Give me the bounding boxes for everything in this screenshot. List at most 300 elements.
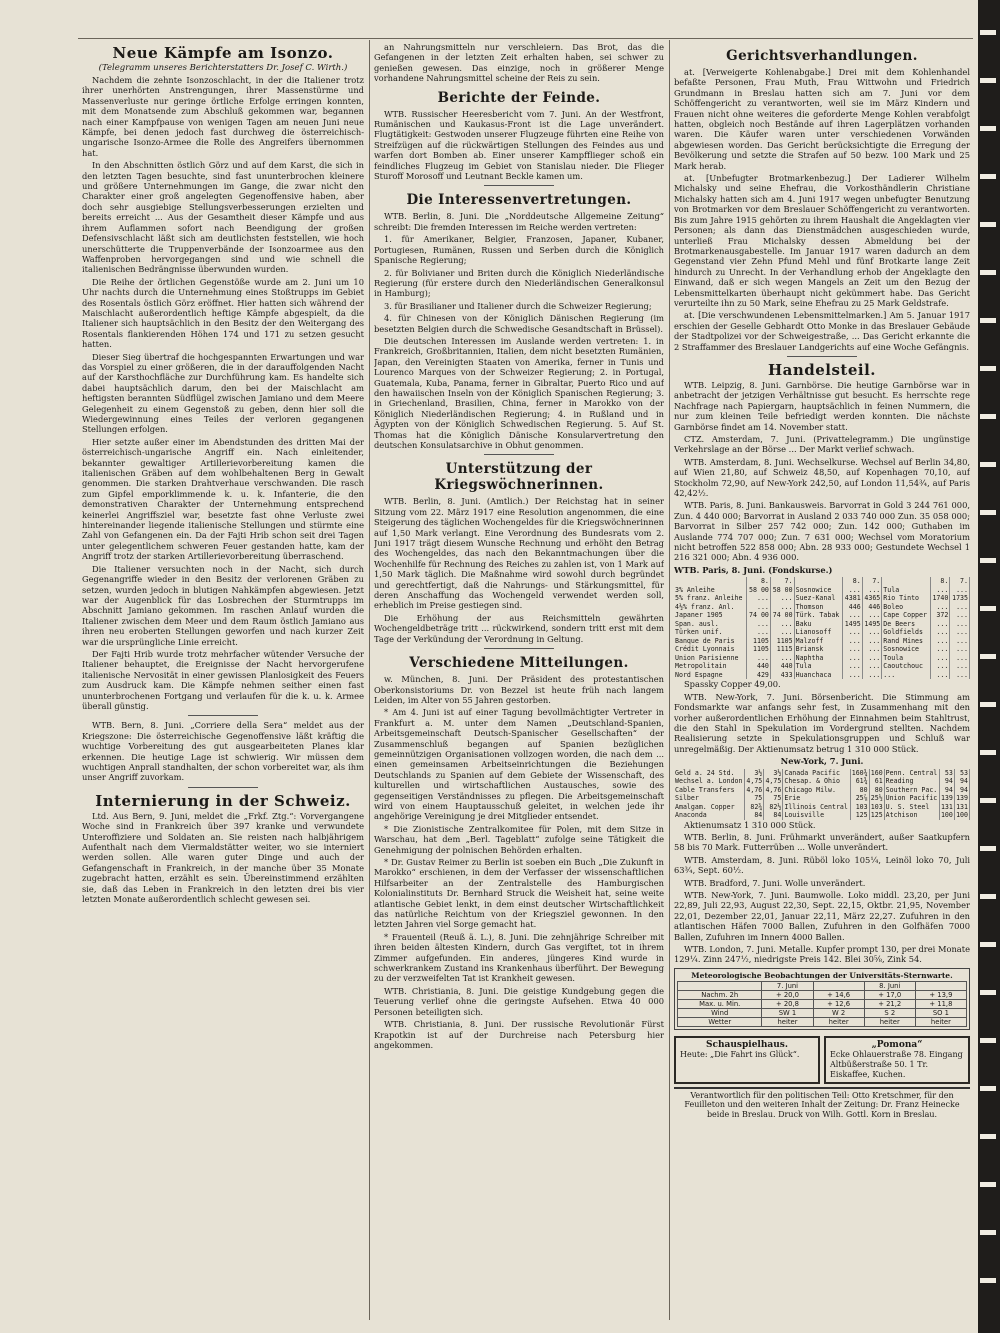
article-paragraph: * Dr. Gustav Reimer zu Berlin ist soeben ein Buch „Die Zukunft in Marokko“ erschienen, in dem der Verfasser der wissenschaftlichen Hilfsarbeiter an der Zentralstelle des Hamburgischen Kolonialinstituts Dr. Bernhard Struck die Weisheit hat, seine weite atlantische Gebiet lenkt, in dem einst deutscher Wirtschaftlichkeit das natürliche Reichtum von der Kriegsziel gewonnen. In den letzten Jahren viel Sorge gemacht hat. [374,857,664,930]
edge-mark [980,510,996,515]
table-cell: Penn. Central [884,769,939,778]
table-cell: + 21,2 [864,999,915,1008]
table-row [674,594,970,603]
table-cell: 100 [940,811,953,820]
article-paragraph: Spassky Copper 49,00. [684,679,781,690]
table-cell: 53 [939,769,954,778]
article-paragraph: CTZ. Amsterdam, 7. Juni. (Privattelegramm.) Die ungünstige Verkehrslage an der Börse ... Der Markt verlief schwach. [674,434,970,455]
fonds-table [674,577,970,679]
table-cell: ... [950,620,970,629]
table-cell: Union Parisienne [674,654,747,663]
article-paragraph: Die Italiener versuchten noch in der Nacht, sich durch Gegenangriffe wieder in den Besitz der verlorenen Gräben zu setzen, wurden jedoch in blutigen Nahkämpfen abgewiesen. Jetzt war der Augenblick für das Losbrechen der Sturmtrupps im Abschnitt Jamiano gekommen. Im raschen Anlauf wurden die Italiener zwischen dem Meer und dem Raum östlich Jamiano aus ihren neu eroberten Stellungen geworfen und nach kurzer Zeit war die ursprüngliche Linie erreicht. [82,563,364,647]
article-paragraph: WTB. Christiania, 8. Juni. Der russische Revolutionär Fürst Krapotkin ist auf der Durchreise nach Petersburg hier angekommen. [374,1019,664,1050]
table-cell: Metropolitain [674,662,747,671]
table-row [674,662,970,671]
table-cell: Span. ausl. [674,620,747,629]
table-cell: 75 [764,794,783,803]
edge-mark [980,1038,996,1043]
table-cell: 433 [770,671,794,680]
table-cell: 4,76 [746,785,763,794]
edge-mark [980,846,996,851]
table-cell: Suez-Kanal [794,594,842,603]
table-cell: Anaconda [674,811,745,820]
table-cell: 125 [850,811,869,820]
table-cell: Türk. Tabak [794,611,842,620]
table-cell: ... [950,611,970,620]
table-cell: SO 1 [915,1008,966,1017]
table-cell: S 2 [864,1008,915,1017]
article-paragraph: 2. für Bolivianer und Briten durch die Königlich Niederländische Regierung (für erstere durch den Niederländischen Generalkonsul in Hamburg); [374,267,664,299]
table-cell: Geld a. 24 Std. [674,769,745,778]
edge-mark [980,414,996,419]
table-row [674,803,970,812]
table-cell: Reading [884,777,939,786]
article-paragraph: * Frauenteil (Reuß ä. L.), 8. Juni. Die zehnjährige Schreiber mit ihren beiden ältesten Kindern, durch Gas vergiftet, tot in ihrem Zimmer aufgefunden. Ein anderes, jüngeres Kind wurde in schwerkrankem Zustand ins Krankenhaus überführt. Der Bewegung zu der verzweifelten Tat ist Krankheit gewesen. [374,931,664,984]
table-row [674,611,970,620]
table-cell: 446 [843,603,863,612]
table-row [674,654,970,663]
headline-mitteilungen: Verschiedene Mitteilungen. [409,655,629,672]
table-cell: ... [930,637,950,646]
table-cell: Chesap. & Ohio [783,777,850,786]
column-1 [82,42,364,1317]
article-paragraph: WTB. Christiania, 8. Juni. Die geistige Kundgebung gegen die Teuerung verlief ohne die geringste Aufsehen. Etwa 40 000 Personen beteiligten sich. [374,985,664,1017]
table-cell: ... [770,654,794,663]
binding-edge [978,0,1000,1333]
table-cell: 25⅞ [850,794,869,803]
table-cell: 7. Juni [762,981,813,990]
table-row [674,637,970,646]
table-cell: 84 [745,811,764,820]
headline-isonzo: Neue Kämpfe am Isonzo. [112,44,334,62]
table-cell: ... [930,628,950,637]
table-cell: ... [930,662,950,671]
article-paragraph: at. [Die verschwundenen Lebensmittelmarken.] Am 5. Januar 1917 erschien der Geselle Gebhardt Otto Monke in das Breslauer Gebäude der Stadtpolizei vor der Schweigestraße, ... Das Gericht erkannte die 2 Straffammer des Breslauer Landgerichts auf eine Woche Gefängnis. [674,310,970,352]
separator [484,454,554,455]
table-cell: Boleo [882,603,930,612]
edge-mark [980,750,996,755]
table-row [674,577,970,586]
article-paragraph: Aktienumsatz 1 310 000 Stück. [684,819,816,830]
top-rule [78,38,973,39]
table-cell [674,577,747,586]
table-cell: ... [862,654,882,663]
table-cell: + 13,9 [915,990,966,999]
article-paragraph: at. [Unbefugter Brotmarkenbezug.] Der Ladierer Wilhelm Michalsky und seine Ehefrau, die Vorkosthändlerin Christiane Michalsky hatten sich am 4. Juni 1917 wegen unbefugter Benutzung von Brotmarken vor dem Breslauer Schöffengericht zu verantworten. Bis zum Jahre 1915 gehörten zu ihrem Haushalt die Angeklagten vier Personen; als dann das Dienstmädchen ausgeschieden wurde, unterließ Frau Michalsky dessen Abmeldung bei der Brotmarkenausgabestelle. Im Januar 1917 waren dadurch an dem Gegenstand vier Zehn Pfund Mehl und fünf Brotkarte lange Zeit hindurch zu Unrecht. In der Verhandlung erhob der Angeklagte den Einwand, daß er sich wegen Mangels an Zeit um den Bezug der Lebensmittelkarten überhaupt nicht gekümmert habe. Das Gericht verurteilte ihn zu 50 Mark, seine Ehefrau zu 25 Mark Geldstrafe. [674,173,970,308]
table-row [678,1008,967,1017]
table-cell: 4½% franz. Anl. [674,603,747,612]
edge-mark [980,558,996,563]
table-cell: Goldfields [882,628,930,637]
imprint: Verantwortlich für den politischen Teil: Otto Kretschmer, für den Feuilleton und den weiteren Inhalt der Zeitung: Dr. Franz Heinecke beide in Breslau. Druck von Wilh. Gottl. Korn in Breslau. [674,1087,970,1120]
weather-table [677,981,967,1027]
table-cell: 131 [956,802,968,811]
table-cell: 429 [747,671,771,680]
table-cell: 1495 [862,620,882,629]
table-cell: Caoutchouc [882,662,930,671]
column-divider [369,40,370,1320]
table-cell: ... [950,654,970,663]
table-cell: ... [843,586,863,595]
table-cell: ... [930,603,950,612]
table-cell: 7. [770,577,794,586]
table-cell: 1105 [747,645,771,654]
table-cell: Illinois Central [783,803,850,812]
table-cell: ... [862,671,882,680]
table-cell: Huanchaca [794,671,842,680]
table-cell: 7. [950,577,970,586]
table-cell: 53 [954,769,969,778]
edge-mark [980,606,996,611]
table-cell: 4,75 [746,777,763,786]
table-cell: 440 [770,662,794,671]
table-cell: Tula [794,662,842,671]
separator [188,715,258,716]
table-cell: ... [930,645,950,654]
table-cell: ... [862,611,882,620]
article-paragraph: an Nahrungsmitteln nur verschleiern. Das Brot, das die Gefangenen in der letzten Zeit erhalten haben, sei schwer zu genießen gewesen. Das einzige, noch in größerer Menge vorhandene Nahrungsmittel scheine der Reis zu sein. [374,42,664,84]
table-cell: ... [950,603,970,612]
article-paragraph: Der Fajti Hrib wurde trotz mehrfacher wütender Versuche der Italiener behauptet, die Ereignisse der Nacht hervorgerufene italienische Nervosität in einer gewissen Planlosigkeit des Feuers zum Ausdruck kam. Die Kämpfe nehmen seither einen fast ununterbrochenen Fortgang und verlaufen für die k. u. k. Armee überall günstig. [82,648,364,711]
table-cell: 125 [870,811,883,820]
table-cell: Crédit Lyonnais [674,645,747,654]
table-cell: ... [843,611,863,620]
table-cell: heiter [762,1017,813,1026]
edge-mark [980,174,996,179]
article-paragraph: 1. für Amerikaner, Belgier, Franzosen, Japaner, Kubaner, Portugiesen, Rumänen, Russen und Serben durch die Königlich Spanische Regierung; [374,234,664,266]
separator [484,648,554,649]
table-cell: Baku [794,620,842,629]
edge-mark [980,366,996,371]
table-cell: Rand Mines [882,637,930,646]
table-row [674,620,970,629]
table-cell: ... [950,645,970,654]
table-cell: ... [930,586,950,595]
table-cell: ... [747,620,771,629]
article-paragraph: WTB. Berlin, 8. Juni. (Amtlich.) Der Reichstag hat in seiner Sitzung vom 22. März 1917 eine Resolution angenommen, die eine Steigerung des täglichen Wochengeldes für die Kriegswöchnerinnen auf 1,50 Mark verlangt. Eine Verordnung des Bundesrats vom 2. Juni 1917 trägt diesem Wunsche Rechnung und erhöht den Betrag des Wochengeldes, das nach den Bekanntmachungen über die Wochenhilfe für Rechnung des Reiches zu zahlen ist, von 1 Mark auf 1,50 Mark täglich. Die Maßnahme wird sowohl durch begründet und gerechtfertigt, daß die Nahrungs- und Stärkungsmittel, für deren Anschaffung das Wochengeld verwendet werden soll, erheblich im Preise gestiegen sind. [374,496,664,611]
headline-kriegswoechnerinnen: Unterstützung der Kriegswöchnerinnen. [434,461,604,494]
headline-berichte: Berichte der Feinde. [437,89,601,106]
table-cell: Nord Espagne [674,671,747,680]
separator [787,356,857,357]
table-cell: ... [950,637,970,646]
table-cell: Max. u. Min. [678,999,762,1008]
separator [188,787,258,788]
table-cell: ... [950,586,970,595]
table-cell: 3½ [764,769,783,778]
table-cell: ... [862,645,882,654]
table-cell: ... [843,671,863,680]
table-cell: 100 [956,811,968,820]
article-paragraph: at. [Verweigerte Kohlenabgabe.] Drei mit dem Kohlenhandel befaßte Personen, Frau Muth, Frau Wittwohn und Friedrich Grundmann in Breslau hatten sich am 7. Juni vor dem Schöffengericht zu verantworten, weil sie im März Kindern und Frauen nicht ohne weiteres die geforderte Menge Kohlen verabfolgt hatten, obgleich noch Bestände auf ihren Lagerplätzen vorhanden waren. Die Käufer waren unter verschiedenen Vorwänden abgewiesen worden. Das Gericht berücksichtigte die Erregung der Bevölkerung und setzte die Strafen auf 50 bezw. 100 Mark und 25 Mark herab. [674,67,970,171]
table-cell: ... [770,628,794,637]
ad-text: Ecke Ohlauerstraße 78. Eingang Altbüßerstraße 50. 1 Tr. Eiskaffee, Kuchen. [830,1049,963,1079]
article-paragraph: w. München, 8. Juni. Der Präsident des protestantischen Oberkonsistoriums Dr. von Bezzel ist heute früh nach langem Leiden, im Alter von 55 Jahren gestorben. [374,674,664,705]
ad-schauspielhaus [674,1036,820,1084]
ad-title: „Pomona“ [871,1039,923,1050]
table-cell: Lianosoff [794,628,842,637]
article-paragraph: WTB. Amsterdam, 8. Juni. Rüböl loko 105¼, Leinöl loko 70, Juli 63¾, Sept. 60½. [674,854,970,876]
table-cell: 94 [954,777,969,786]
table-row [674,671,970,680]
table-cell: 74 00 [770,611,794,620]
table-cell: Cape Copper [882,611,930,620]
table-cell: ... [930,654,950,663]
table-cell: ... [862,637,882,646]
table-cell: ... [770,594,794,603]
edge-mark [980,1086,996,1091]
table-cell: heiter [864,1017,915,1026]
table-cell: 74 00 [747,611,771,620]
table-row [678,1017,967,1026]
article-paragraph: Die Erhöhung der aus Reichsmitteln gewährten Wochengeldbeträge tritt ... rückwirkend, sondern tritt erst mit dem Tage der Verkündung der Verordnung in Geltung. [374,612,664,644]
edge-mark [980,1278,996,1283]
table-cell: Erie [783,794,850,803]
ad-title: Schauspielhaus. [706,1039,788,1050]
article-paragraph: Die Reihe der örtlichen Gegenstöße wurde am 2. Juni um 10 Uhr nachts durch die Unternehmung eines Stoßtrupps im Gebiet des Rosentals östlich Görz eröffnet. Hier hatten sich während der Maischlacht außerordentlich heftige Kämpfe abgespielt, da die Italiener sich hauptsächlich in den Besitz der den Weitergang des Rosentals flankierenden Höhen 174 und 171 zu setzen gesucht hatten. [82,276,364,350]
table-cell: 82½ [764,803,783,812]
table-cell: ... [862,662,882,671]
edge-mark [980,894,996,899]
table-cell: Chicago Milw. [783,786,850,795]
table-cell: 1105 [747,637,771,646]
table-cell: 1740 [930,594,950,603]
table-cell: + 11,8 [915,999,966,1008]
table-cell: Tula [882,586,930,595]
table-cell: 1115 [770,645,794,654]
article-paragraph: 4. für Chinesen von der Königlich Dänischen Regierung (im besetzten Belgien durch die Schwedische Gesandtschaft in Brüssel). [374,313,664,334]
table-row [674,603,970,612]
table-row [674,769,970,778]
table-row [678,990,967,999]
edge-mark [980,78,996,83]
column-2 [374,42,664,1317]
table-cell: 372 [930,611,950,620]
table-cell: Thomson [794,603,842,612]
table-cell: 103 [870,802,883,811]
table-cell: ... [950,628,970,637]
article-paragraph: WTB. Bradford, 7. Juni. Wolle unverändert. [684,877,866,888]
table-cell: Union Pacific [884,794,939,803]
table-cell: Silber [674,794,745,803]
table-cell: 25½ [870,794,883,803]
article-paragraph: WTB. Amsterdam, 8. Juni. Wechselkurse. Wechsel auf Berlin 34,80, auf Wien 21,80, auf Schweiz 48,50, auf Kopenhagen 70,10, auf Stockholm 72,90, auf New-York 242,50, auf London 11,54¾, auf Paris 42,42½. [674,456,970,499]
table-cell: ... [747,594,771,603]
table-cell: 5% franz. Anleihe [674,594,747,603]
table-cell: heiter [813,1017,864,1026]
table-caption: New-York, 7. Juni. [780,756,864,767]
table-cell: Cable Transfers [674,786,745,795]
table-cell [915,981,966,990]
table-cell: 94 [939,777,954,786]
weather-title: Meteorologische Beobachtungen der Universitäts-Sternwarte. [691,970,953,980]
edge-mark [980,30,996,35]
table-row [674,586,970,595]
edge-mark [980,1134,996,1139]
table-cell [882,577,930,586]
ads-row [674,1033,970,1084]
table-cell: ... [843,645,863,654]
table-cell: Amalgam. Copper [674,803,745,812]
table-cell: Sosnowice [882,645,930,654]
table-cell: 82¾ [745,803,764,812]
table-cell: 131 [940,802,953,811]
table-cell: ... [747,603,771,612]
article-paragraph: In den Abschnitten östlich Görz und auf dem Karst, die sich in den letzten Tagen besuchte, sind fast ununterbrochen kleinere und größere Unternehmungen im Gange, die zwar nicht den Charakter einer groß angelegten Gegenoffensive haben, aber doch sehr ausgiebige Stellungsverbesserungen erzielten und bereits erreicht ... Aus der Gesamtheit dieser Kämpfe und aus ihrem Auflammen sofort nach Beendigung der großen Defensivschlacht läßt sich am deutlichsten feststellen, wie hoch unerschütterte die Truppenverbände der Isonzoarmee aus den Waffenproben hervorgegangen sind und wie schnell die italienischen Bedrängnisse überwunden wurden. [82,160,364,275]
table-cell: Atchison [884,811,939,820]
edge-mark [980,942,996,947]
table-cell: Southern Pac. [884,786,939,795]
table-cell: 4365 [862,594,882,603]
table-cell: + 14,6 [813,990,864,999]
table-cell: + 20,8 [762,999,813,1008]
edge-mark [980,126,996,131]
table-cell: U. S. Steel [884,803,939,812]
table-cell: Malzoff [794,637,842,646]
table-cell: 1105 [770,637,794,646]
article-paragraph: Ltd. Aus Bern, 9. Juni, meldet die „Frkf. Ztg.“: Vorvergangene Woche sind in Frankreich über 397 kranke und verwundete Unteroffiziere und Soldaten an. Sie reisten nach halbjährigem Aufenthalt nach dem Viermaldstätter weiter, wo sie interniert werden sollen. Alle waren guter Dinge und auch der Gefangenschaft in Frankreich, in der manche über 35 Monate zugebracht hatten, erzählt es sein. Übereinstimmend erzählten sie, daß das Leben in Frankreich in den letzten drei bis vier letzten Monate außerordentlich schlecht gewesen sei. [82,810,364,905]
edge-mark [980,222,996,227]
headline-handelsteil: Handelsteil. [767,360,877,379]
table-cell: Canada Pacific [783,769,850,778]
article-paragraph: WTB. New-York, 7. Juni. Börsenbericht. Die Stimmung am Fondsmarkte war anfangs sehr fest, in Zusammenhang mit den vorher außerordentlichen Erhöhung der Einnahmen beim Stahltrust, die den Stahl in Spekulation im Vordergrund stellten. Nachdem Realisierung setzte in Spekulationsgruppen und Schluß war unregelmäßig. Der Aktienumsatz betrug 1 310 000 Stück. [674,691,970,754]
table-cell: ... [930,671,950,680]
table-cell: ... [843,628,863,637]
table-cell: ... [747,628,771,637]
edge-mark [980,318,996,323]
table-cell: 58 00 [770,586,794,595]
table-cell: Sosnowice [794,586,842,595]
edge-mark [980,462,996,467]
table-cell: 3% Anleihe [674,586,747,595]
table-cell: Japaner 1905 [674,611,747,620]
table-cell: 61 [869,777,884,786]
table-cell: 94 [954,786,969,795]
column-3 [674,42,970,1317]
article-paragraph: 3. für Brasilianer und Italiener durch die Schweizer Regierung; [384,300,652,311]
article-paragraph: Hier setzte außer einer im Abendstunden des dritten Mai der österreichisch-ungarische Angriff ein. Nach einleitender, bekannter gewaltiger Artillerievorbereitung kamen die italienischen Gräben auf dem wohlbehaltenen Berg in Gewalt genommen. Die starken Drahtverhaue verschwanden. Die rasch zum Gipfel emporklimmende k. u. k. Infanterie, die den demonstrativen Charakter der Unternehmung entsprechend keinerlei Angriffsziel war, besetzte fast ohne Verluste zwei hintereinander liegende italienische Stellungen und stürmte eine Zahl von Gefangenen ein. Da der Fajti Hrib schon seit drei Tagen unter gelegentlichem schweren Feuer gestanden hatte, kam der Angriff trotz der starken Artillerievorbereitung überraschend. [82,436,364,562]
table-cell: heiter [915,1017,966,1026]
table-cell: ... [843,637,863,646]
table-cell: 94 [939,786,954,795]
table-cell: 139 [940,794,953,803]
table-cell: 139 [956,794,968,803]
table-row [678,981,967,990]
table-cell: Banque de Paris [674,637,747,646]
article-paragraph: WTB. London, 7. Juni. Metalle. Kupfer prompt 130, per drei Monate 129¼. Zinn 247½, niedrigste Preis 142. Blei 30⅝, Zink 54. [674,944,970,965]
headline-gerichtsverhandlungen: Gerichtsverhandlungen. [726,48,918,64]
table-cell: ... [862,628,882,637]
edge-mark [980,702,996,707]
table-cell: 440 [747,662,771,671]
table-cell: Türken unif. [674,628,747,637]
table-cell [794,577,842,586]
table-cell: Wetter [678,1017,762,1026]
table-row [674,645,970,654]
table-cell: 446 [862,603,882,612]
table-cell: 4,76 [765,785,782,794]
table-cell: ... [950,662,970,671]
table-cell: 61¾ [850,777,869,786]
table-cell: Toula [882,654,930,663]
article-paragraph: WTB. Bern, 8. Juni. „Corriere della Sera“ meldet aus der Kriegszone: Die österreichische Gegenoffensive läßt kräftig die wuchtige Vorbereitung des gut ausgearbeiteten Planes klar erkennen. Die heutige Lage ist schwierig. Wir müssen dem wuchtigen Anprall standhalten, der schon vorbereitet war, als ihm unser Angriff zuvorkam. [82,720,364,783]
table-cell: Briansk [794,645,842,654]
weather-box [674,968,970,1030]
table-row [674,628,970,637]
table-cell: 8. Juni [864,981,915,990]
table-cell: W 2 [813,1008,864,1017]
table-cell: ... [882,671,930,680]
table-cell: 75 [745,794,764,803]
table-cell: ... [950,671,970,680]
ad-pomona [824,1036,970,1084]
ad-text: Heute: „Die Fahrt ins Glück“. [680,1049,800,1059]
table-cell: 103 [850,803,869,812]
article-paragraph: WTB. Berlin, 8. Juni. Frühmarkt unverändert, außer Saatkupfern 58 bis 70 Mark. Futterrüben ... Wolle unverändert. [674,831,970,853]
article-paragraph: Dieser Sieg übertraf die hochgespannten Erwartungen und war das Vorspiel zu einer größeren, die in der darauffolgenden Nacht auf der Karsthochfläche zur Durchführung kam. Es handelte sich dabei hauptsächlich darum, den bei der Maischlacht am heftigsten berannten Südflügel zwischen Jamiano und dem Meere Gelegenheit zu einem Gegenstoß zu geben, denn hier soll die Wiedergewinnung eines Teiles der verloren gegangenen Stellungen erfolgen. [82,351,364,435]
table-cell: 8. [843,577,863,586]
article-paragraph: WTB. Berlin, 8. Juni. Die „Norddeutsche Allgemeine Zeitung“ schreibt: Die fremden Interessen im Reiche werden vertreten: [374,211,664,232]
table-cell: 3½ [745,769,764,778]
table-cell: ... [843,654,863,663]
table-cell: Naphtha [794,654,842,663]
table-cell: ... [843,662,863,671]
table-cell: 160¾ [851,768,868,777]
table-cell: 160 [870,768,883,777]
table-cell: ... [747,654,771,663]
edge-mark [980,798,996,803]
article-paragraph: Nachdem die zehnte Isonzoschlacht, in der die Italiener trotz ihrer unerhörten Anstrengungen, ihrer Massenstürme und Massenverluste nur geringe örtliche Erfolge erringen konnten, mit dem Monatsende zum Abschluß gekommen war, begannen nach einer Kampfpause von wenigen Tagen am neuen Juni neue Kämpfe, bei denen jedoch fast durchweg die österreichisch-ungarische Isonzo-Armee die Rolle des Angreifers übernommen hat. [82,75,364,158]
table-cell: 1735 [950,594,970,603]
edge-mark [980,654,996,659]
table-row [674,811,970,820]
table-cell: 84 [764,811,783,820]
headline-internierung: Internierung in der Schweiz. [95,791,351,810]
table-cell: 8. [747,577,771,586]
newyork-table [674,769,970,820]
table-caption: WTB. Paris, 8. Juni. (Fondskurse.) [674,564,833,575]
table-cell: 58 00 [747,586,771,595]
article-paragraph: WTB. New-York, 7. Juni. Baumwolle. Loko middl. 23,20, per Juni 22,89, Juli 22,93, August 22,30, Sept. 22,15, Oktbr. 21,95, November 22,01, Dezember 22,01, Januar 22,11, März 22,27. Zufuhren in den atlantischen Häfen 7000 Ballen, Zufuhren in den Golfhäfen 7000 Ballen, Zufuhren im Innern 4000 Ballen. [674,889,970,942]
table-cell: SW 1 [762,1008,813,1017]
table-cell: ... [930,620,950,629]
article-paragraph: * Am 4. Juni ist auf einer Tagung bevollmächtigter Vertreter in Frankfurt a. M. unter dem Namen „Deutschland-Spanien, Arbeitsgemeinschaft Deutsch-Spanischer Gesellschaften“ der Zusammenschluß begangen auf Spanien bezüglichen gemeinnützigen Organisationen vollzogen worden, die nach dem ... einen gemeinsamen Arbeitseinrichtungen die Beziehungen Deutschlands zu Spanien auf dem Gebiete der Wissenschaft, des kulturellen und wirtschaftlichen Austausches, sowie des gegenseitigen Verständnisses zu pflegen. Die Arbeitsgemeinschaft wird von einem Hauptausschuß geleitet, in welchen jede ihr angehörige Vereinigung je drei Mitglieder entsendet. [374,707,664,822]
table-cell: 80 [869,786,884,795]
edge-mark [980,1182,996,1187]
dateline: (Telegramm unseres Berichterstatters Dr. Josef C. Wirth.) [98,63,348,73]
table-cell: 4,75 [765,777,782,786]
table-cell: Rio Tinto [882,594,930,603]
edge-mark [980,270,996,275]
table-row [674,777,970,786]
table-cell: + 20,0 [762,990,813,999]
table-row [674,786,970,795]
headline-interessenvertretungen: Die Interessenvertretungen. [406,192,632,209]
table-cell: De Beers [882,620,930,629]
table-cell: Louisville [783,811,850,820]
article-paragraph: WTB. Russischer Heeresbericht vom 7. Juni. An der Westfront, Rumänischen und Kaukasus-Front ist die Lage unverändert. Flugtätigkeit: Gestwoden unserer Flugzeuge führten eine Reihe von Streifzügen auf die rückwärtigen Stellungen des Feindes aus und warfen dort Bomben ab. Einer unserer Kampfflieger schoß ein feindliches Flugzeug im Gebiet von Stanislau nieder. Die Flieger Sturoff Morosoff und Leutnant Beckle kamen um. [374,108,664,182]
article-paragraph: Die deutschen Interessen im Auslande werden vertreten: 1. in Frankreich, Großbritannien, Italien, dem nicht besetzten Rumänien, Japan, den Vereinigten Staaten von Amerika, ferner in Tunis und Lourenco Marques von der Schweizer Regierung; 2. in Portugal, Guatemala, Kuba, Panama, ferner in Gibraltar, Puerto Rico und auf den hawaiischen Inseln von der Königlich Spanischen Regierung; 3. in Griechenland, Brasilien, China, ferner in Marokko von der Königlich Niederländischen Regierung; 4. in Rußland und in Ägypten von der Königlich Schwedischen Regierung. 5. Auf St. Thomas hat die Königlich Dänische Konsularvertretung den deutschen Konsulatsarchive in Obhut genommen. [374,335,664,450]
column-divider [669,40,670,1320]
table-cell: ... [770,620,794,629]
separator [484,185,554,186]
table-cell: Wind [678,1008,762,1017]
edge-mark [980,1230,996,1235]
article-paragraph: WTB. Leipzig, 8. Juni. Garnbörse. Die heutige Garnbörse war in anbetracht der jetzigen Verhältnisse gut besucht. Es herrschte rege Nachfrage nach Papiergarn, hauptsächlich in feinen Nummern, die nur zum kleinen Teile befriedigt werden konnten. Die nächste Garnbörse findet am 14. November statt. [674,379,970,432]
table-cell: 8. [930,577,950,586]
table-cell: 1495 [843,620,863,629]
table-row [674,794,970,803]
